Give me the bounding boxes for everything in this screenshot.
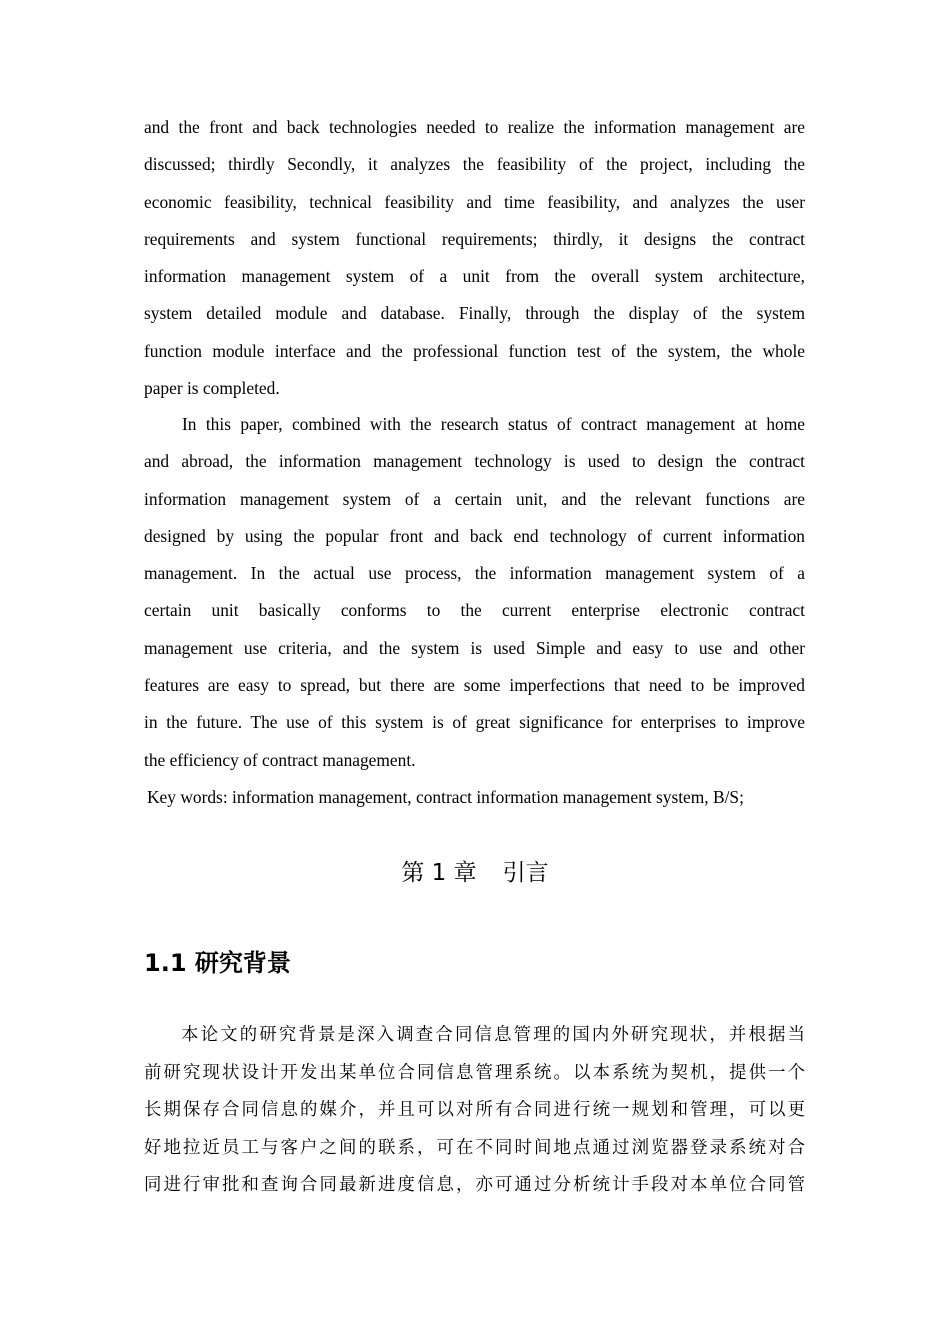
text-line: information management system of a unit from the overall system architecture,	[144, 266, 805, 287]
text-line: 前研究现状设计开发出某单位合同信息管理系统。以本系统为契机，提供一个	[144, 1062, 805, 1083]
text-line: paper is completed.	[144, 378, 280, 399]
text-line: In this paper, combined with the research status of contract management at home	[182, 414, 805, 434]
text-line: economic feasibility, technical feasibility and time feasibility, and analyzes the user	[144, 191, 805, 212]
text-line: 同进行审批和查询合同最新进度信息，亦可通过分析统计手段对本单位合同管	[144, 1175, 805, 1195]
keywords-line: Key words: information management, contract information management system, B/S;	[147, 787, 744, 807]
text-line: certain unit basically conforms to the current enterprise electronic contract	[144, 600, 805, 621]
text-line: 长期保存合同信息的媒介，并且可以对所有合同进行统一规划和管理，可以更	[144, 1100, 805, 1120]
chapter-title: 引言	[502, 860, 549, 886]
text-line: features are easy to spread, but there are some imperfections that need to be improved	[144, 675, 805, 696]
text-line: 本论文的研究背景是深入调查合同信息管理的国内外研究现状，并根据当	[181, 1025, 805, 1045]
text-line: the efficiency of contract management.	[144, 749, 416, 770]
text-line: function module interface and the professional function test of the system, the whole	[144, 340, 805, 361]
abstract-paragraph-2	[144, 406, 805, 779]
abstract-paragraph-1	[144, 109, 805, 407]
text-line: management use criteria, and the system is used Simple and easy to use and other	[144, 637, 805, 658]
text-line: designed by using the popular front and back end technology of current information	[144, 525, 805, 546]
body-paragraph	[144, 1017, 805, 1205]
text-line: information management system of a certain unit, and the relevant functions are	[144, 488, 805, 509]
text-line: requirements and system functional requirements; thirdly, it designs the contract	[144, 228, 805, 249]
text-line: and the front and back technologies needed to realize the information management are	[144, 117, 805, 137]
chapter-heading	[0, 856, 950, 890]
section-heading: 1.1 研究背景	[144, 949, 291, 977]
text-line: management. In the actual use process, the information management system of a	[144, 563, 805, 584]
text-line: system detailed module and database. Finally, through the display of the system	[144, 303, 805, 324]
text-line: in the future. The use of this system is of great significance for enterprises to improve	[144, 712, 805, 733]
chapter-number: 第 1 章	[401, 860, 477, 886]
text-line: discussed; thirdly Secondly, it analyzes the feasibility of the project, including the	[144, 154, 805, 175]
text-line: 好地拉近员工与客户之间的联系，可在不同时间地点通过浏览器登录系统对合	[144, 1137, 805, 1158]
text-line: and abroad, the information management technology is used to design the contract	[144, 451, 805, 472]
